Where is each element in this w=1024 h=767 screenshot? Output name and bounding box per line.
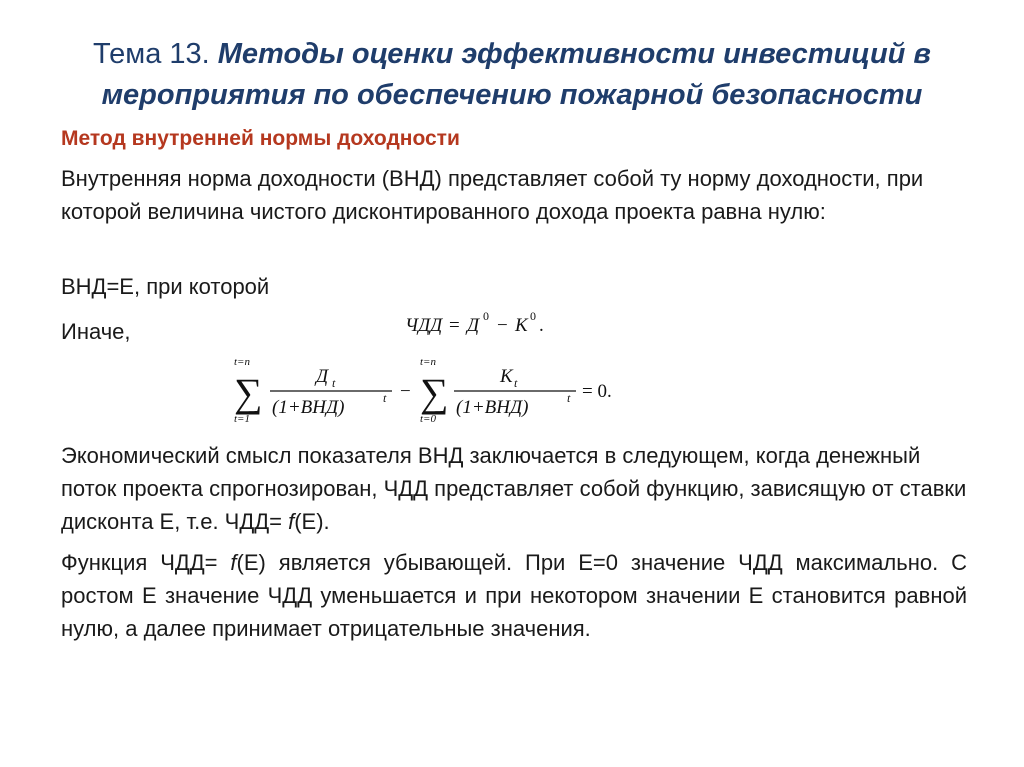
function-start: Функция ЧДД=	[61, 550, 231, 575]
function-paragraph	[61, 546, 967, 645]
npv-cost-sup: 0	[530, 309, 536, 323]
fraction2-numerator: K	[500, 366, 513, 387]
meaning-function-symbol: f	[288, 509, 295, 534]
sum1-upper-limit: t=n	[234, 356, 250, 368]
npv-income-sup: 0	[483, 309, 489, 323]
title-prefix: Тема 13.	[93, 38, 210, 70]
title-main: Методы оценки эффективности инвестиций в мероприятия по обеспечению пожарной безопасности	[101, 38, 931, 111]
fraction1-denominator: (1+ВНД)	[272, 397, 345, 418]
npv-lhs: ЧДД	[405, 315, 443, 336]
npv-minus: −	[497, 315, 508, 336]
fraction2-denominator: (1+ВНД)	[456, 397, 529, 418]
fraction2-den-sup: t	[567, 391, 571, 405]
sum2-lower-limit: t=0	[420, 413, 436, 425]
slide-title	[40, 34, 984, 116]
fraction1-numerator: Д	[316, 366, 329, 387]
sum2-upper-limit: t=n	[420, 356, 436, 368]
function-text: (Е) является убывающей. При Е=0 значение ЧДД максимально. С ростом Е значение ЧДД уменьшается и при некотором значении Е становится равной нулю, а далее принимает отрицательные значения.	[61, 550, 967, 641]
meaning-paragraph	[61, 439, 967, 538]
function-symbol: f	[230, 550, 237, 575]
fraction1-num-sub: t	[332, 376, 336, 390]
meaning-text: Экономический смысл показателя ВНД заключается в следующем, когда денежный поток проекта спрогнозирован, ЧДД представляет собой функцию, зависящую от ставки дисконта Е, т.е. ЧДД=	[61, 443, 967, 534]
meaning-end: (Е).	[294, 509, 330, 534]
npv-formula	[405, 307, 585, 341]
fraction2-num-sub: t	[514, 376, 518, 390]
condition-line: ВНД=Е, при которой	[61, 274, 270, 299]
sum2-symbol: ∑	[420, 370, 449, 415]
npv-equals: =	[449, 315, 460, 336]
section-heading: Метод внутренней нормы доходности	[61, 127, 460, 150]
npv-cost: К	[515, 315, 528, 336]
sum1-symbol: ∑	[234, 370, 263, 415]
fraction1-den-sup: t	[383, 391, 387, 405]
npv-income: Д	[467, 315, 480, 336]
npv-end: .	[539, 315, 544, 336]
otherwise-line: Иначе,	[61, 319, 131, 344]
sum1-lower-limit: t=1	[234, 413, 250, 425]
formula-result: = 0.	[582, 381, 612, 402]
definition-paragraph: Внутренняя норма доходности (ВНД) представляет собой ту норму доходности, при которой величина чистого дисконтированного дохода проекта равна нулю:	[61, 166, 924, 224]
formula-minus: −	[400, 381, 411, 402]
irr-formula	[232, 356, 632, 426]
